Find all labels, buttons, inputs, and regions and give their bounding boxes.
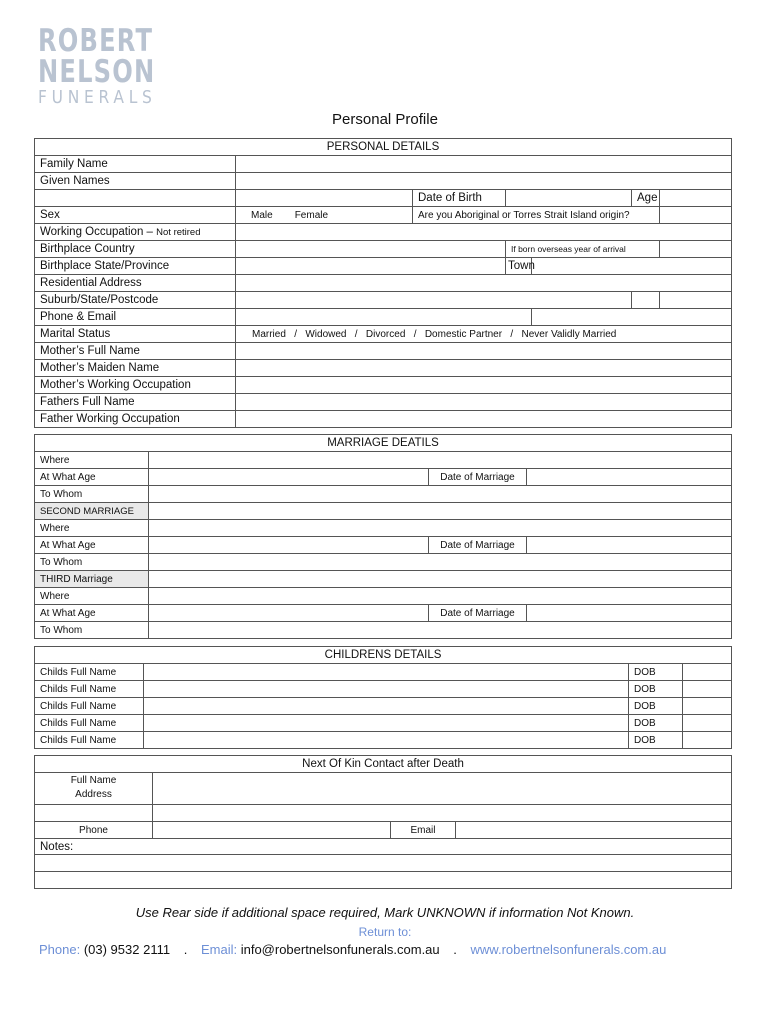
family-name-label: Family Name [35,156,236,173]
age-field[interactable] [149,605,429,622]
contact-line [39,942,666,957]
phone-number: (03) 9532 2111 [83,942,171,957]
male-option[interactable]: Male [251,209,273,221]
birth-country-label: Birthplace Country [35,241,236,258]
separator: . [453,942,457,957]
third-marriage-label: THIRD Marriage [35,571,149,588]
kin-address-field[interactable] [153,805,732,822]
given-names-label: Given Names [35,173,236,190]
kin-phone-field[interactable] [153,822,391,839]
address-label: Residential Address [35,275,236,292]
child-dob-field[interactable] [683,715,732,732]
age-label: At What Age [35,605,149,622]
children-details-table [34,646,732,749]
whom-field[interactable] [149,622,732,639]
age-label: At What Age [35,537,149,554]
notes-field[interactable] [35,855,732,872]
separator: . [183,942,188,957]
postcode-field[interactable] [660,292,732,309]
date-field[interactable] [527,537,732,554]
logo-line-3: FUNERALS [38,87,157,108]
mother-name-field[interactable] [236,343,732,360]
sex-options[interactable] [236,207,413,224]
where-label: Where [35,520,149,537]
mother-name-label: Mother’s Full Name [35,343,236,360]
given-names-field[interactable] [236,173,732,190]
mother-occupation-label: Mother’s Working Occupation [35,377,236,394]
kin-full-name-address-field[interactable] [153,773,732,805]
occupation-label: Working Occupation – Not retired [35,224,236,241]
notes-field[interactable] [35,872,732,889]
child-name-label: Childs Full Name [35,698,144,715]
aboriginal-field[interactable] [660,207,732,224]
child-name-field[interactable] [144,664,629,681]
company-logo [38,23,158,108]
child-name-label: Childs Full Name [35,715,144,732]
father-occupation-field[interactable] [236,411,732,428]
father-name-label: Fathers Full Name [35,394,236,411]
mother-maiden-label: Mother’s Maiden Name [35,360,236,377]
kin-email-label: Email [391,822,456,839]
whom-field[interactable] [149,554,732,571]
child-name-field[interactable] [144,681,629,698]
child-dob-label: DOB [629,681,683,698]
notes-label[interactable]: Notes: [35,839,732,855]
child-dob-label: DOB [629,732,683,749]
children-details-header: CHILDRENS DETAILS [35,647,732,664]
email-label: Email: [200,942,238,957]
family-name-field[interactable] [236,156,732,173]
marital-label: Marital Status [35,326,236,343]
marriage-details-table [34,434,732,639]
where-label: Where [35,452,149,469]
overseas-label: If born overseas year of arrival [506,241,660,258]
age-field[interactable] [149,469,429,486]
whom-label: To Whom [35,554,149,571]
date-field[interactable] [527,605,732,622]
phone-field[interactable] [236,309,532,326]
personal-details-table [34,138,732,428]
age-field[interactable] [660,190,732,207]
age-label: At What Age [35,469,149,486]
kin-phone-label: Phone [35,822,153,839]
logo-line-1: ROBERT [38,23,154,59]
website-link[interactable]: www.robertnelsonfunerals.com.au [470,942,667,957]
mother-maiden-field[interactable] [236,360,732,377]
occupation-field[interactable] [236,224,732,241]
birth-country-field[interactable] [236,241,506,258]
email-field[interactable] [532,309,732,326]
child-dob-field[interactable] [683,732,732,749]
date-field[interactable] [527,469,732,486]
father-name-field[interactable] [236,394,732,411]
address-field[interactable] [236,275,732,292]
state-field[interactable] [632,292,660,309]
where-field[interactable] [149,520,732,537]
birth-state-field[interactable] [236,258,506,275]
where-field[interactable] [149,452,732,469]
child-dob-label: DOB [629,664,683,681]
email-address[interactable]: info@robertnelsonfunerals.com.au [240,942,440,957]
child-name-label: Childs Full Name [35,732,144,749]
page-title: Personal Profile [332,111,438,128]
child-name-field[interactable] [144,715,629,732]
child-name-field[interactable] [144,698,629,715]
child-dob-label: DOB [629,715,683,732]
sex-label: Sex [35,207,236,224]
marriage-details-header: MARRIAGE DEATILS [35,435,732,452]
child-dob-field[interactable] [683,698,732,715]
age-label: Age [632,190,660,207]
second-marriage-label: SECOND MARRIAGE [35,503,149,520]
return-to-label: Return to: [358,925,412,939]
logo-line-2: NELSON [38,54,156,90]
dob-label: Date of Birth [413,190,506,207]
child-dob-field[interactable] [683,681,732,698]
kin-full-name-label: Full Name Address [35,773,153,805]
footer-note: Use Rear side if additional space required, Mark UNKNOWN if information Not Known. [135,905,635,920]
child-name-label: Childs Full Name [35,681,144,698]
child-name-label: Childs Full Name [35,664,144,681]
child-dob-label: DOB [629,698,683,715]
blank-label [35,190,236,207]
birth-state-label: Birthplace State/Province [35,258,236,275]
blank-field[interactable] [236,190,413,207]
suburb-field[interactable] [236,292,632,309]
dob-field[interactable] [506,190,632,207]
date-label: Date of Marriage [429,537,527,554]
kin-blank-label [35,805,153,822]
kin-email-field[interactable] [456,822,732,839]
mother-occupation-field[interactable] [236,377,732,394]
next-of-kin-header: Next Of Kin Contact after Death [35,756,732,773]
suburb-label: Suburb/State/Postcode [35,292,236,309]
female-option[interactable]: Female [294,209,329,221]
third-marriage-row [149,571,732,588]
next-of-kin-table [34,755,732,889]
town-field[interactable] [532,258,732,275]
whom-label: To Whom [35,622,149,639]
whom-field[interactable] [149,486,732,503]
child-dob-field[interactable] [683,664,732,681]
where-field[interactable] [149,588,732,605]
personal-details-header: PERSONAL DETAILS [35,139,732,156]
age-field[interactable] [149,537,429,554]
father-occupation-label: Father Working Occupation [35,411,236,428]
date-label: Date of Marriage [429,605,527,622]
aboriginal-question: Are you Aboriginal or Torres Strait Island origin? [413,207,660,224]
town-label: Town [506,258,532,275]
child-name-field[interactable] [144,732,629,749]
marital-options[interactable]: Married / Widowed / Divorced / Domestic Partner / Never Validly Married [236,326,732,343]
phone-email-label: Phone & Email [35,309,236,326]
where-label: Where [35,588,149,605]
phone-label: Phone: [39,942,81,957]
overseas-field[interactable] [660,241,732,258]
second-marriage-row [149,503,732,520]
date-label: Date of Marriage [429,469,527,486]
whom-label: To Whom [35,486,149,503]
